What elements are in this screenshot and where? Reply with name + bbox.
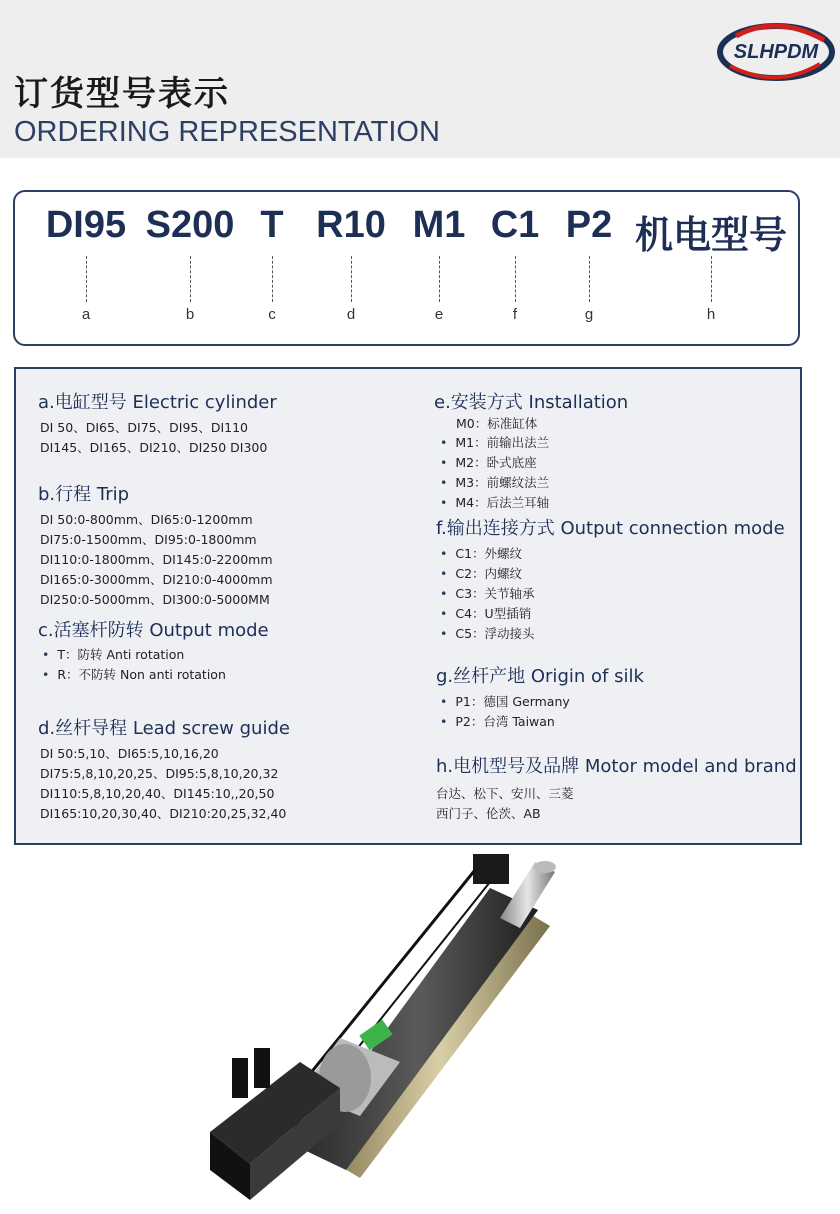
section-e-item: • M4：后法兰耳轴 xyxy=(440,493,549,511)
section-d-title: d.丝杆导程 Lead screw guide xyxy=(38,718,290,739)
code-segment: M1 xyxy=(412,204,466,246)
section-b-line: DI110:0-1800mm、DI145:0-2200mm xyxy=(40,552,273,567)
code-segment: DI95 xyxy=(45,204,127,246)
section-f-item: • C1：外螺纹 xyxy=(440,544,522,562)
code-dash-line xyxy=(190,256,191,302)
section-b-title: b.行程 Trip xyxy=(38,484,130,505)
code-segment: C1 xyxy=(490,204,540,246)
section-g-title: g.丝杆产地 Origin of silk xyxy=(436,666,644,687)
code-letter: f xyxy=(512,306,518,323)
section-b-line: DI 50:0-800mm、DI65:0-1200mm xyxy=(40,512,253,527)
code-segment: 机电型号 xyxy=(634,215,788,257)
brand-logo xyxy=(716,14,836,86)
section-e-title: e.安装方式 Installation xyxy=(434,392,629,413)
section-e-item: • M3：前螺纹法兰 xyxy=(440,473,549,491)
code-dash-line xyxy=(272,256,273,302)
section-f-item: • C2：内螺纹 xyxy=(440,564,522,582)
section-d-line: DI110:5,8,10,20,40、DI145:10,,20,50 xyxy=(40,786,275,801)
page-title-en: ORDERING REPRESENTATION xyxy=(14,116,440,148)
section-h-line: 台达、松下、安川、三菱 xyxy=(436,786,574,801)
section-c-item: • T：防转 Anti rotation xyxy=(42,645,184,663)
section-e-first: M0：标准缸体 xyxy=(456,416,538,431)
code-letter: c xyxy=(268,306,276,323)
code-dash-line xyxy=(439,256,440,302)
code-dash-line xyxy=(351,256,352,302)
code-dash-line xyxy=(589,256,590,302)
code-segment: R10 xyxy=(316,204,386,246)
section-h-line: 西门子、伦茨、AB xyxy=(436,806,541,821)
page-title-cn: 订货型号表示 xyxy=(14,74,230,114)
section-e-item: • M1：前输出法兰 xyxy=(440,433,549,451)
code-segment: S200 xyxy=(145,204,235,246)
code-dash-line xyxy=(515,256,516,302)
section-h-title: h.电机型号及品牌 Motor model and brand xyxy=(436,756,797,777)
section-g-item: • P1：德国 Germany xyxy=(440,692,570,710)
section-d-line: DI 50:5,10、DI65:5,10,16,20 xyxy=(40,746,219,761)
code-dash-line xyxy=(711,256,712,302)
section-g-item: • P2：台湾 Taiwan xyxy=(440,712,555,730)
logo-text: SLHPDM xyxy=(733,41,819,63)
code-letter: d xyxy=(346,306,356,323)
code-segment: T xyxy=(260,204,284,246)
section-b-line: DI165:0-3000mm、DI210:0-4000mm xyxy=(40,572,273,587)
section-d-line: DI165:10,20,30,40、DI210:20,25,32,40 xyxy=(40,806,287,821)
section-a-title: a.电缸型号 Electric cylinder xyxy=(38,392,277,413)
code-letter: b xyxy=(185,306,195,323)
code-dash-line xyxy=(86,256,87,302)
section-b-line: DI250:0-5000mm、DI300:0-5000MM xyxy=(40,592,270,607)
section-f-item: • C5：浮动接头 xyxy=(440,624,535,642)
section-a-line: DI 50、DI65、DI75、DI95、DI110 xyxy=(40,420,249,435)
code-letter: a xyxy=(81,306,91,323)
code-letter: h xyxy=(706,306,716,323)
section-b-line: DI75:0-1500mm、DI95:0-1800mm xyxy=(40,532,257,547)
section-c-item: • R：不防转 Non anti rotation xyxy=(42,665,226,683)
section-c-title: c.活塞杆防转 Output mode xyxy=(38,620,269,641)
section-f-item: • C4：U型插销 xyxy=(440,604,531,622)
section-d-line: DI75:5,8,10,20,25、DI95:5,8,10,20,32 xyxy=(40,766,279,781)
section-f-item: • C3：关节轴承 xyxy=(440,584,535,602)
code-letter: e xyxy=(434,306,444,323)
code-letter: g xyxy=(584,306,594,323)
section-a-line: DI145、DI165、DI210、DI250 DI300 xyxy=(40,440,268,455)
section-e-item: • M2：卧式底座 xyxy=(440,453,537,471)
section-f-title: f.输出连接方式 Output connection mode xyxy=(436,518,785,539)
code-segment: P2 xyxy=(565,204,613,246)
electric-cylinder-image xyxy=(190,848,570,1210)
